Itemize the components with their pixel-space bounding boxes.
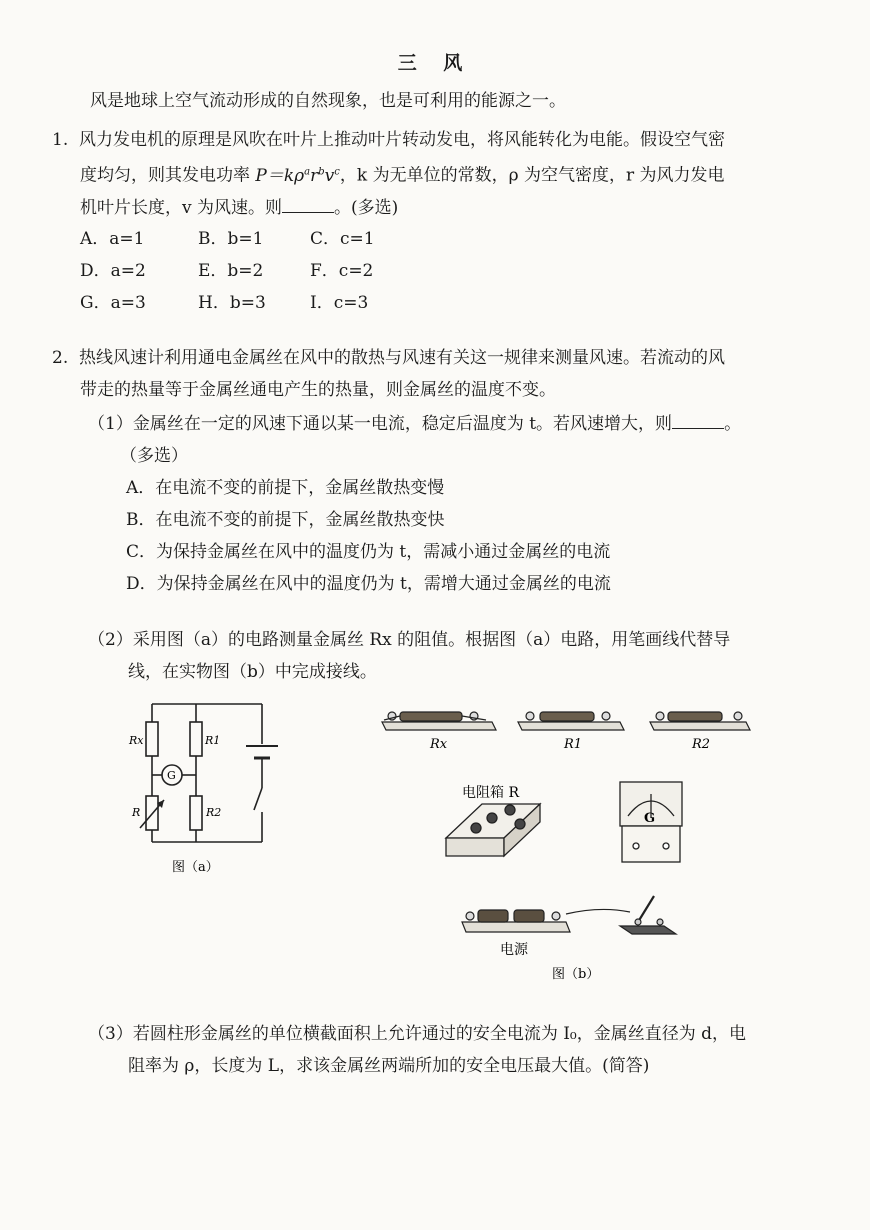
label-r: R — [132, 806, 141, 819]
question-1 — [52, 124, 842, 224]
option-c[interactable]: C．为保持金属丝在风中的温度仍为 t，需减小通过金属丝的电流 — [126, 542, 611, 562]
option-i[interactable]: I．c=3 — [310, 293, 369, 313]
option-d[interactable]: D．为保持金属丝在风中的温度仍为 t，需增大通过金属丝的电流 — [126, 574, 611, 594]
q2-p1-end: 。 — [724, 414, 742, 434]
q2-p3-line2: 阻率为 ρ，长度为 L，求该金属丝两端所加的安全电压最大值。(简答) — [128, 1056, 650, 1076]
q2-p1-note: （多选） — [120, 446, 188, 466]
q2-p2-line1: （2）采用图（a）的电路测量金属丝 Rx 的阻值。根据图（a）电路，用笔画线代替导 — [88, 630, 731, 650]
option-f[interactable]: F．c=2 — [310, 261, 374, 281]
label-r2: R2 — [692, 737, 711, 752]
intro-text: 风是地球上空气流动形成的自然现象，也是可利用的能源之一。 — [90, 91, 566, 111]
q1-line1: 风力发电机的原理是风吹在叶片上推动叶片转动发电，将风能转化为电能。假设空气密 — [79, 130, 726, 150]
apparatus-figure-b — [370, 700, 790, 990]
q1-line2a: 度均匀，则其发电功率 — [80, 165, 256, 186]
q2-part3 — [88, 1018, 848, 1082]
label-rx: Rx — [129, 734, 144, 747]
q2-part1 — [88, 408, 848, 600]
q1-line3b: 。(多选) — [334, 197, 399, 218]
q2-p2-line2: 线，在实物图（b）中完成接线。 — [128, 662, 377, 682]
question-number: 1. — [52, 130, 69, 150]
label-g: G — [167, 769, 176, 782]
power-source-label: 电源 — [500, 942, 528, 958]
q2-part2 — [88, 624, 848, 688]
option-a[interactable]: A．a=1 — [80, 229, 145, 249]
option-a[interactable]: A．在电流不变的前提下，金属丝散热变慢 — [126, 478, 445, 498]
label-r2: R2 — [206, 806, 222, 819]
label-rx: Rx — [430, 737, 448, 752]
figure-b-caption: 图（b） — [552, 967, 600, 982]
q2-p3-line1: （3）若圆柱形金属丝的单位横截面积上允许通过的安全电流为 I₀，金属丝直径为 d，电 — [88, 1024, 747, 1044]
section-title: 三 风 — [397, 52, 473, 74]
answer-blank[interactable] — [282, 196, 334, 213]
question-2 — [52, 342, 852, 406]
q2-p1-text: （1）金属丝在一定的风速下通以某一电流，稳定后温度为 t。若风速增大，则 — [88, 414, 673, 434]
resistance-box-label: 电阻箱 R — [462, 785, 519, 801]
option-b[interactable]: B．在电流不变的前提下，金属丝散热变快 — [126, 510, 445, 530]
q2-line2: 带走的热量等于金属丝通电产生的热量，则金属丝的温度不变。 — [80, 380, 556, 400]
option-h[interactable]: H．b=3 — [198, 293, 266, 313]
figure-a-caption: 图（a） — [172, 860, 219, 875]
q1-options — [80, 224, 375, 320]
option-d[interactable]: D．a=2 — [80, 261, 146, 281]
label-r1: R1 — [564, 737, 583, 752]
resistance-box — [446, 804, 540, 856]
label-g: G — [644, 811, 656, 826]
answer-blank[interactable] — [672, 412, 724, 429]
option-c[interactable]: C．c=1 — [310, 229, 375, 249]
option-b[interactable]: B．b=1 — [198, 229, 264, 249]
q1-line3a: 机叶片长度，v 为风速。则 — [80, 197, 283, 218]
option-g[interactable]: G．a=3 — [80, 293, 146, 313]
label-r1: R1 — [205, 734, 221, 747]
question-number: 2. — [52, 348, 69, 368]
q1-line2b: ，k 为无单位的常数，ρ 为空气密度，r 为风力发电 — [339, 165, 725, 186]
resistor-rx — [382, 712, 496, 730]
q2-line1: 热线风速计利用通电金属丝在风中的散热与风速有关这一规律来测量风速。若流动的风 — [79, 348, 726, 368]
option-e[interactable]: E．b=2 — [198, 261, 264, 281]
switch — [620, 896, 676, 934]
circuit-diagram-a — [120, 700, 290, 880]
resistor-r1 — [518, 712, 624, 730]
power-supply — [462, 909, 630, 932]
resistor-r2 — [650, 712, 750, 730]
power-formula: $P=k\rho^ar^bv^c$ — [255, 165, 340, 186]
